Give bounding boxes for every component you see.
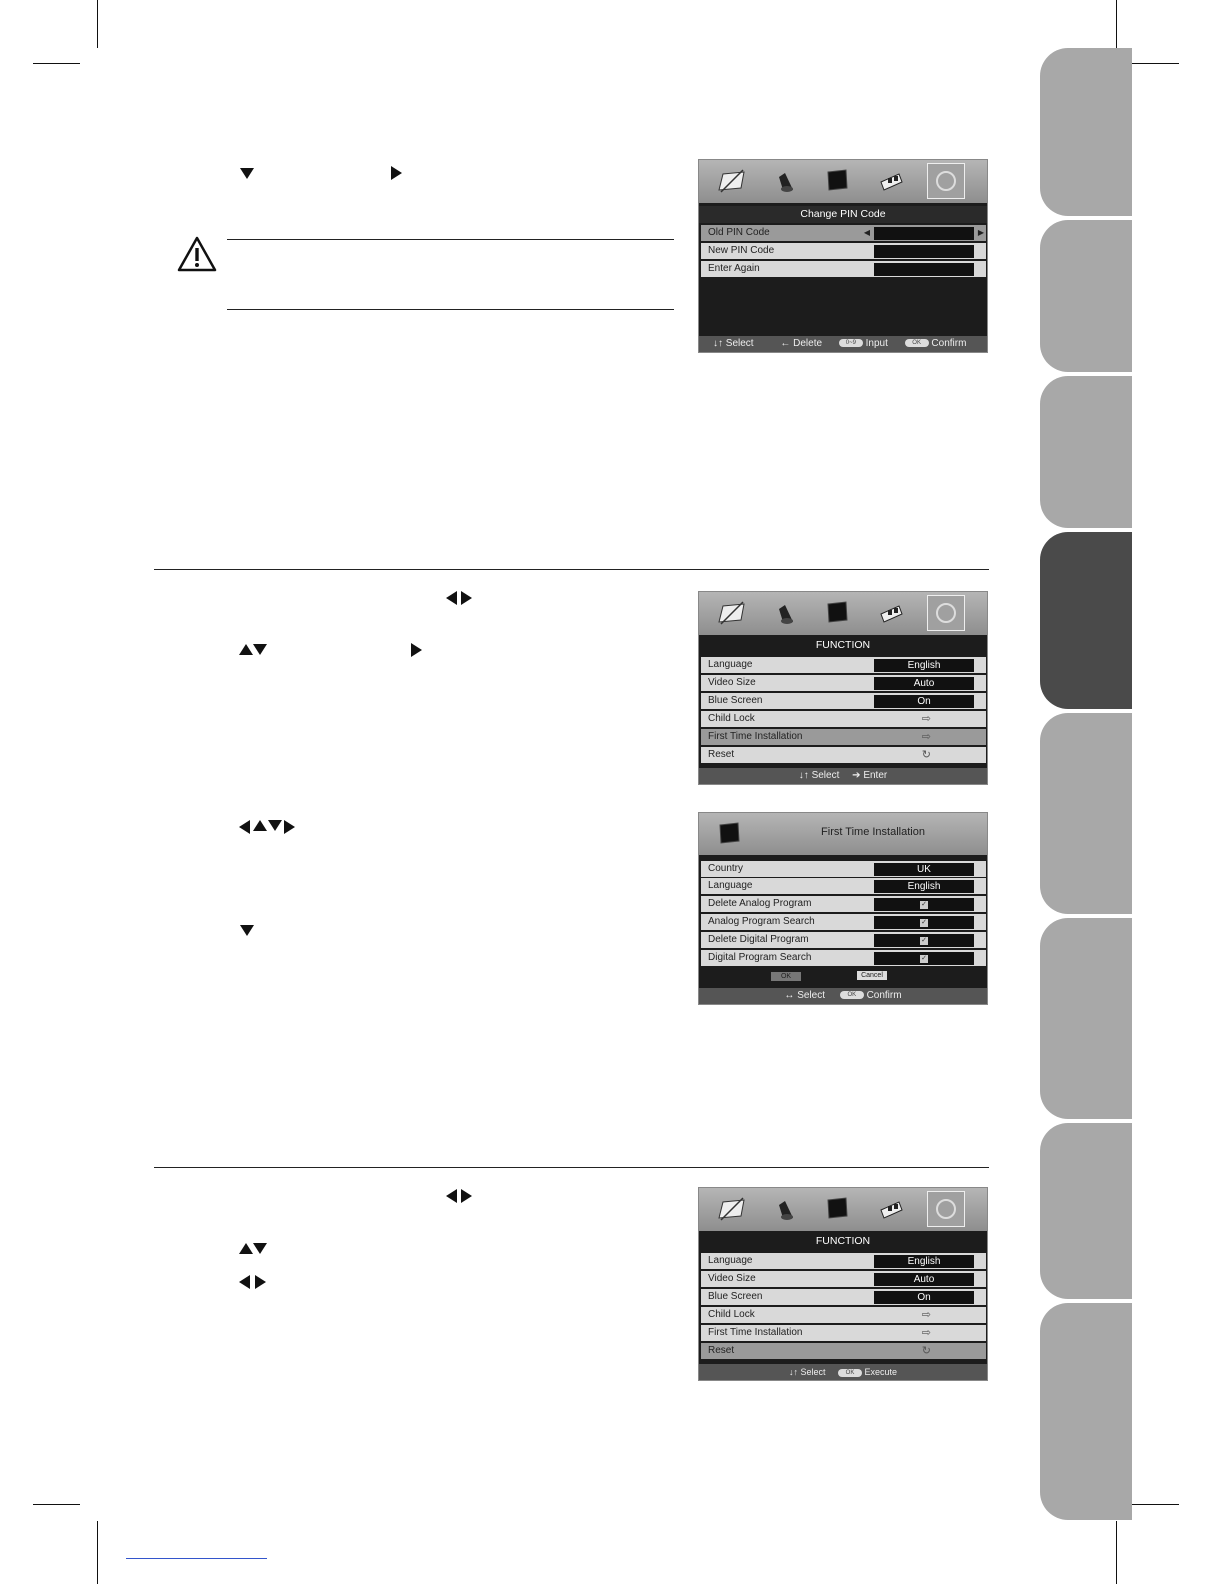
osd-footer <box>699 336 987 352</box>
pin-row-old[interactable] <box>701 225 986 241</box>
check-icon: ✓ <box>921 937 927 944</box>
row-label: Child Lock <box>708 713 755 724</box>
section-tab-active[interactable] <box>1040 532 1132 709</box>
pin-input[interactable] <box>874 263 974 276</box>
row-label: Digital Program Search <box>708 952 812 963</box>
crop-mark <box>1132 1504 1179 1505</box>
left-right-icon: ↔ <box>784 990 795 1001</box>
warning-rule <box>227 309 674 310</box>
row-label: Reset <box>708 749 735 760</box>
crop-mark <box>97 1521 98 1584</box>
crop-mark <box>1116 0 1117 48</box>
warning-rule <box>227 239 674 240</box>
reset-icon: ↻ <box>921 749 931 761</box>
crop-mark <box>97 0 98 48</box>
row-label: First Time Installation <box>708 731 803 742</box>
function-tab-selected[interactable] <box>927 163 965 199</box>
footer-select: Select <box>800 1367 826 1377</box>
row-label: Blue Screen <box>708 1291 763 1302</box>
section-tab[interactable] <box>1040 1303 1132 1520</box>
row-value[interactable]: Auto <box>874 1273 974 1286</box>
time-icon[interactable] <box>877 1196 905 1222</box>
osd-footer <box>699 988 987 1004</box>
function-tab-selected[interactable] <box>927 1191 965 1227</box>
menu-row-reset[interactable] <box>701 747 986 763</box>
tv-icon[interactable] <box>823 1196 851 1222</box>
crop-mark <box>33 1504 80 1505</box>
up-down-icon: ↓↑ <box>713 338 723 349</box>
row-value[interactable]: UK <box>874 863 974 876</box>
menu-row-language[interactable] <box>701 1253 986 1269</box>
menu-row-child-lock[interactable] <box>701 1307 986 1323</box>
menu-icon-bar <box>699 1188 987 1231</box>
forward-arrow-icon: ⇨ <box>921 731 931 743</box>
menu-row-language[interactable] <box>701 657 986 673</box>
row-label: Language <box>708 659 753 670</box>
picture-icon[interactable] <box>717 1196 745 1222</box>
left-arrow-icon <box>446 1189 457 1203</box>
fti-row-country[interactable] <box>701 861 986 877</box>
first-time-installation-screen <box>698 812 988 1005</box>
menu-row-video-size[interactable] <box>701 1271 986 1287</box>
row-label: Reset <box>708 1345 735 1356</box>
right-arrow-icon: ▶ <box>977 228 984 237</box>
picture-icon[interactable] <box>717 600 745 626</box>
down-arrow-icon <box>253 644 267 655</box>
menu-row-video-size[interactable] <box>701 675 986 691</box>
fti-row-analog-search[interactable] <box>701 914 986 930</box>
fti-row-digital-search[interactable] <box>701 950 986 966</box>
row-value[interactable]: English <box>874 1255 974 1268</box>
section-tab[interactable] <box>1040 220 1132 372</box>
checkbox[interactable] <box>874 898 974 911</box>
crop-mark <box>1132 63 1179 64</box>
time-icon[interactable] <box>877 168 905 194</box>
right-arrow-icon <box>411 643 422 657</box>
left-arrow-icon <box>239 820 250 834</box>
right-arrow-icon <box>461 591 472 605</box>
osd-footer <box>699 1364 987 1380</box>
section-tab[interactable] <box>1040 713 1132 914</box>
menu-icon-bar <box>699 160 987 203</box>
row-value[interactable]: On <box>874 1291 974 1304</box>
link-underline <box>126 1558 267 1559</box>
row-label: Country <box>708 863 744 874</box>
forward-arrow-icon: ⇨ <box>921 1327 931 1339</box>
row-label: Analog Program Search <box>708 916 815 927</box>
sound-icon[interactable] <box>771 1196 799 1222</box>
footer-select: Select <box>797 990 825 1001</box>
tv-icon[interactable] <box>823 168 851 194</box>
section-tab[interactable] <box>1040 376 1132 528</box>
osd-title: FUNCTION <box>815 1235 871 1247</box>
left-arrow-icon <box>446 591 457 605</box>
picture-icon[interactable] <box>717 168 745 194</box>
row-value[interactable]: English <box>874 880 974 893</box>
footer-input: Input <box>865 338 888 349</box>
row-value[interactable]: English <box>874 659 974 672</box>
check-icon: ✓ <box>921 919 927 926</box>
checkbox[interactable] <box>874 952 974 965</box>
warning-icon <box>176 235 218 273</box>
crop-mark <box>1116 1521 1117 1584</box>
footer-execute: Execute <box>864 1367 898 1377</box>
row-label: First Time Installation <box>708 1327 803 1338</box>
section-tab[interactable] <box>1040 48 1132 216</box>
row-label: Delete Digital Program <box>708 934 809 945</box>
function-menu-screen <box>698 591 988 785</box>
row-label: New PIN Code <box>708 245 775 256</box>
menu-row-first-time-installation[interactable] <box>701 1325 986 1341</box>
ok-key-pill: OK <box>840 991 864 999</box>
digit-key-pill: 0~9 <box>839 339 863 347</box>
check-icon: ✓ <box>921 955 927 962</box>
menu-row-blue-screen[interactable] <box>701 1289 986 1305</box>
up-down-icon: ↓↑ <box>798 770 809 781</box>
menu-row-blue-screen[interactable] <box>701 693 986 709</box>
cancel-button[interactable]: Cancel <box>857 971 887 980</box>
right-arrow-icon <box>391 166 402 180</box>
row-label: Child Lock <box>708 1309 755 1320</box>
right-arrow-icon <box>255 1275 266 1289</box>
function-icon <box>934 601 958 625</box>
down-arrow-icon <box>253 1243 267 1254</box>
fti-row-language[interactable] <box>701 878 986 894</box>
function-menu-reset-screen <box>698 1187 988 1381</box>
section-tab[interactable] <box>1040 1123 1132 1299</box>
pin-input[interactable] <box>874 245 974 258</box>
installation-header <box>699 813 987 855</box>
footer-confirm: Confirm <box>866 990 902 1001</box>
row-label: Video Size <box>708 677 756 688</box>
osd-title: FUNCTION <box>815 639 871 651</box>
checkbox[interactable] <box>874 934 974 947</box>
forward-arrow-icon: ⇨ <box>921 713 931 725</box>
row-label: Delete Analog Program <box>708 898 812 909</box>
time-icon[interactable] <box>877 600 905 626</box>
pin-row-new[interactable] <box>701 243 986 259</box>
pin-input[interactable] <box>874 227 974 240</box>
up-down-icon: ↓↑ <box>788 1367 798 1377</box>
row-label: Blue Screen <box>708 695 763 706</box>
row-value[interactable]: On <box>874 695 974 708</box>
menu-row-first-time-installation[interactable] <box>701 729 986 745</box>
function-icon <box>934 169 958 193</box>
footer-delete: Delete <box>793 338 823 349</box>
row-value[interactable]: Auto <box>874 677 974 690</box>
osd-title: Change PIN Code <box>699 206 987 223</box>
crop-mark <box>33 63 80 64</box>
fti-row-delete-analog[interactable] <box>701 896 986 912</box>
ok-key-pill: OK <box>838 1369 862 1377</box>
ok-key-pill: OK <box>905 339 929 347</box>
sound-icon[interactable] <box>771 168 799 194</box>
up-arrow-icon <box>239 1243 253 1254</box>
sound-icon[interactable] <box>771 600 799 626</box>
row-label: Enter Again <box>708 263 760 274</box>
back-icon: ← <box>780 338 791 349</box>
enter-arrow-icon: ➔ <box>852 770 861 781</box>
section-tab[interactable] <box>1040 918 1132 1119</box>
down-arrow-icon <box>240 925 254 936</box>
reset-icon: ↻ <box>921 1345 931 1357</box>
left-arrow-icon: ◀ <box>863 228 870 237</box>
check-icon: ✓ <box>921 901 927 908</box>
footer-confirm: Confirm <box>931 338 967 349</box>
osd-title: First Time Installation <box>821 826 925 838</box>
down-arrow-icon <box>240 168 254 179</box>
function-tab-selected[interactable] <box>927 595 965 631</box>
spacer <box>699 855 987 859</box>
row-label: Old PIN Code <box>708 227 770 238</box>
row-label: Language <box>708 1255 753 1266</box>
ok-button[interactable]: OK <box>771 972 801 981</box>
footer-enter: Enter <box>863 770 888 781</box>
left-arrow-icon <box>239 1275 250 1289</box>
down-arrow-icon <box>268 820 282 831</box>
row-label: Language <box>708 880 753 891</box>
up-arrow-icon <box>253 820 267 831</box>
section-divider <box>154 1167 989 1168</box>
up-arrow-icon <box>239 644 253 655</box>
tv-icon <box>715 821 743 847</box>
function-icon <box>934 1197 958 1221</box>
change-pin-screen <box>698 159 988 353</box>
footer-select: Select <box>725 338 754 349</box>
tv-icon[interactable] <box>823 600 851 626</box>
pin-row-again[interactable] <box>701 261 986 277</box>
fti-row-delete-digital[interactable] <box>701 932 986 948</box>
footer-select: Select <box>811 770 840 781</box>
forward-arrow-icon: ⇨ <box>921 1309 931 1321</box>
section-divider <box>154 569 989 570</box>
right-arrow-icon <box>461 1189 472 1203</box>
menu-row-child-lock[interactable] <box>701 711 986 727</box>
menu-row-reset[interactable] <box>701 1343 986 1359</box>
menu-icon-bar <box>699 592 987 635</box>
osd-footer <box>699 768 987 784</box>
right-arrow-icon <box>284 820 295 834</box>
checkbox[interactable] <box>874 916 974 929</box>
row-label: Video Size <box>708 1273 756 1284</box>
